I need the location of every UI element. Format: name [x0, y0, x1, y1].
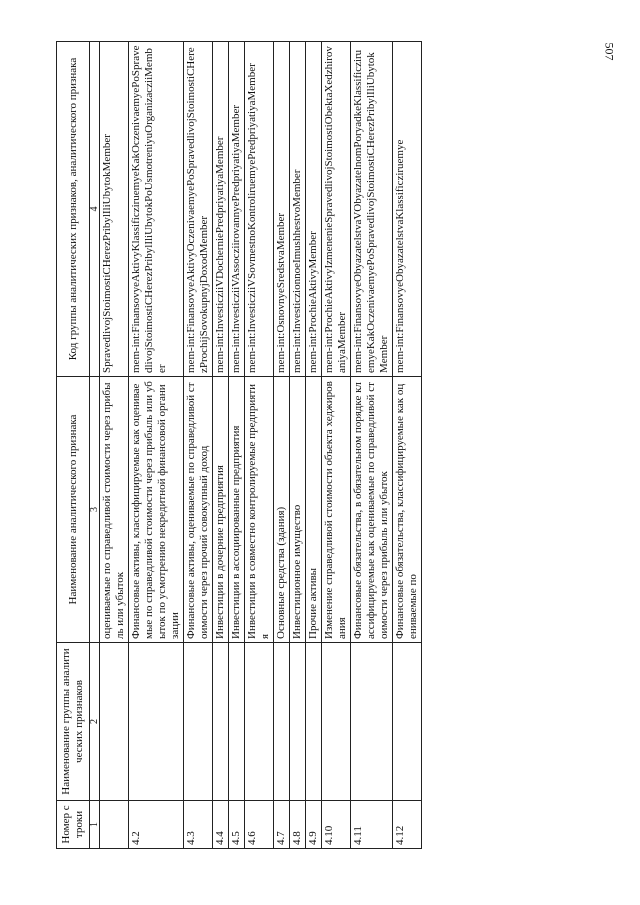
feature-name-cell: Изменение справедливой стоимости объекта хеджирования — [322, 377, 351, 643]
feature-name-cell: Инвестиции в совместно контролируемые предприятия — [245, 377, 274, 643]
table-row — [290, 42, 306, 849]
row-number-cell: 4.11 — [351, 801, 393, 849]
column-number: 4 — [90, 42, 100, 377]
feature-name-cell: Инвестиции в дочерние предприятия — [213, 377, 229, 643]
table-row — [129, 42, 184, 849]
row-number-cell: 4.9 — [306, 801, 322, 849]
column-number: 3 — [90, 377, 100, 643]
code-cell: mem-int:ProchieAktivyIzmenenieSpravedlivojStoimostiObektaXedzhirovaniyaMember — [322, 42, 351, 377]
group-name-cell — [306, 643, 322, 801]
row-number-cell: 4.3 — [184, 801, 213, 849]
code-cell: mem-int:InvesticzionnoeImushhestvoMember — [290, 42, 306, 377]
group-name-cell — [100, 643, 129, 801]
row-number-cell — [100, 801, 129, 849]
table-row — [393, 42, 422, 849]
header-code: Код группы аналитических признаков, аналитического признака — [57, 42, 90, 377]
row-number-cell: 4.6 — [245, 801, 274, 849]
group-name-cell — [213, 643, 229, 801]
code-cell: mem-int:InvesticziiVAssocziirovannyePredpriyatiyaMember — [229, 42, 245, 377]
column-number: 1 — [90, 801, 100, 849]
code-cell: mem-int:ProchieAktivyMember — [306, 42, 322, 377]
group-name-cell — [393, 643, 422, 801]
feature-name-cell: Финансовые активы, классифицируемые как оцениваемые по справедливой стоимости через прибыль или убыток по усмотрению некредитной финансовой организации — [129, 377, 184, 643]
group-name-cell — [322, 643, 351, 801]
header-group-name: Наименование группы аналитических признаков — [57, 643, 90, 801]
code-cell: mem-int:FinansovyeAktivyOczenivaemyePoSpravedlivojStoimostiCHerezProchijSovokupnyjDoxodMember — [184, 42, 213, 377]
feature-name-cell: Финансовые обязательства, классифицируемые как оцениваемые по — [393, 377, 422, 643]
table-row — [100, 42, 129, 849]
table-row — [245, 42, 274, 849]
table-row — [274, 42, 290, 849]
code-cell: mem-int:InvesticziiVDocherniePredpriyatiyaMember — [213, 42, 229, 377]
row-number-cell: 4.5 — [229, 801, 245, 849]
row-number-cell: 4.8 — [290, 801, 306, 849]
feature-name-cell: Основные средства (здания) — [274, 377, 290, 643]
column-number-row — [90, 42, 100, 849]
group-name-cell — [184, 643, 213, 801]
feature-name-cell: Инвестиции в ассоциированные предприятия — [229, 377, 245, 643]
feature-name-cell: Инвестиционное имущество — [290, 377, 306, 643]
feature-name-cell: Прочие активы — [306, 377, 322, 643]
group-name-cell — [245, 643, 274, 801]
page-number: 507 — [602, 42, 617, 61]
group-name-cell — [351, 643, 393, 801]
header-row — [57, 42, 90, 849]
table-row — [213, 42, 229, 849]
code-cell: mem-int:InvesticziiVSovmestnoKontroliruemyePredpriyatiyaMember — [245, 42, 274, 377]
group-name-cell — [229, 643, 245, 801]
header-row-number: Номер строки — [57, 801, 90, 849]
row-number-cell: 4.7 — [274, 801, 290, 849]
table-row — [322, 42, 351, 849]
code-cell: mem-int:FinansovyeObyazatelstvaVObyazatelnomPoryadkeKlassificziruemyeKakOczenivaemyePoSpravedlivojStoimostiCHerezPribylIliUbytokMember — [351, 42, 393, 377]
code-cell: mem-int:FinansovyeAktivyKlassificziruemyeKakOczenivaemyePoSpravedlivojStoimostiCHerezPribylIliUbytokPoUsmotreniyuOrganizacziiMember — [129, 42, 184, 377]
feature-name-cell: оцениваемые по справедливой стоимости через прибыль или убыток — [100, 377, 129, 643]
row-number-cell: 4.10 — [322, 801, 351, 849]
row-number-cell: 4.12 — [393, 801, 422, 849]
header-feature-name: Наименование аналитического признака — [57, 377, 90, 643]
feature-name-cell: Финансовые обязательства, в обязательном порядке классифицируемые как оцениваемые по справедливой стоимости через прибыль или убыток — [351, 377, 393, 643]
table-row — [184, 42, 213, 849]
column-number: 2 — [90, 643, 100, 801]
table-row — [351, 42, 393, 849]
table-row — [306, 42, 322, 849]
table-row — [229, 42, 245, 849]
analytics-table — [56, 41, 422, 849]
group-name-cell — [129, 643, 184, 801]
row-number-cell: 4.2 — [129, 801, 184, 849]
row-number-cell: 4.4 — [213, 801, 229, 849]
group-name-cell — [274, 643, 290, 801]
code-cell: SpravedlivojStoimostiCHerezPribylIliUbytokMember — [100, 42, 129, 377]
code-cell: mem-int:FinansovyeObyazatelstvaKlassificziruemye — [393, 42, 422, 377]
group-name-cell — [290, 643, 306, 801]
feature-name-cell: Финансовые активы, оцениваемые по справедливой стоимости через прочий совокупный доход — [184, 377, 213, 643]
code-cell: mem-int:OsnovnyeSredstvaMember — [274, 42, 290, 377]
